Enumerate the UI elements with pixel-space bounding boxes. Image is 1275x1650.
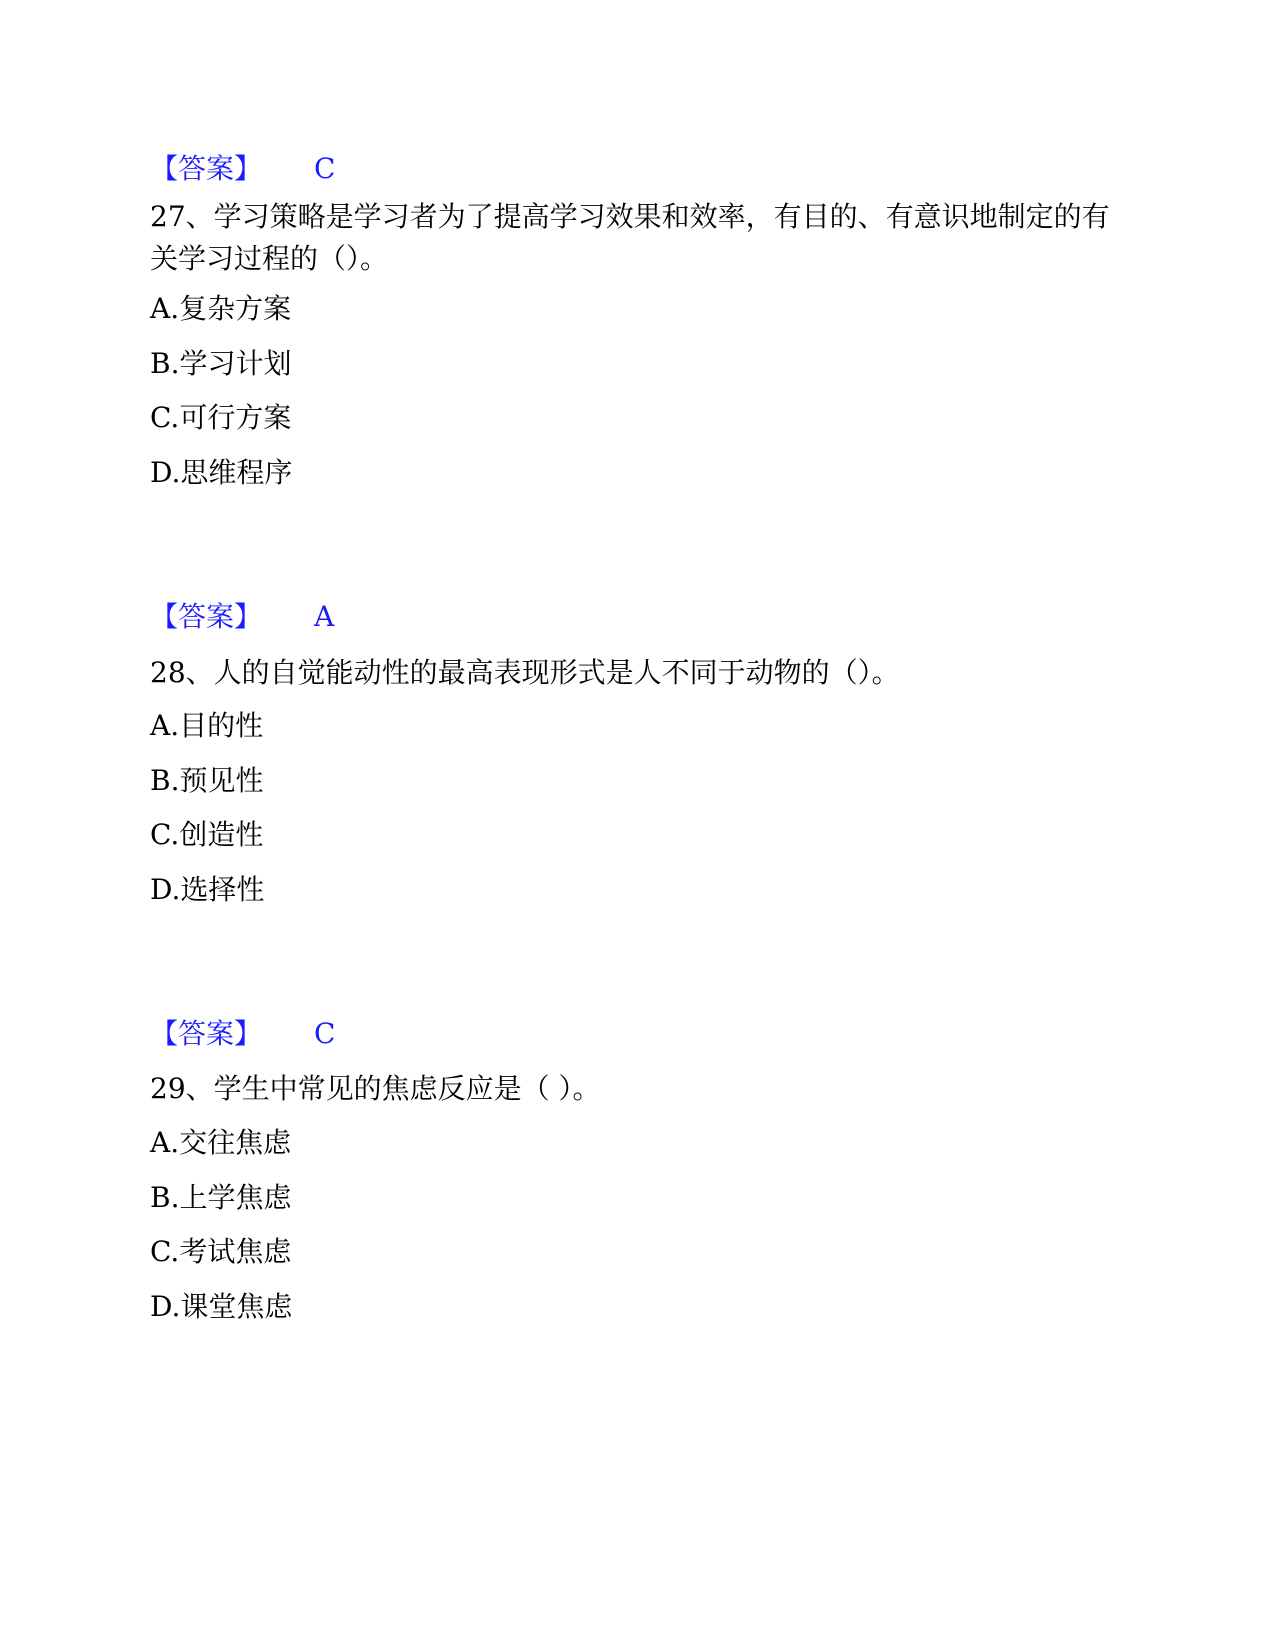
answer-value: A (314, 600, 335, 633)
option-28-d: D.选择性 (150, 873, 265, 906)
option-27-c: C.可行方案 (150, 401, 292, 434)
answer-line-27 (150, 600, 334, 634)
answer-label: 【答案】 (150, 152, 263, 185)
answer-value: C (314, 152, 336, 185)
option-27-a: A.复杂方案 (150, 292, 292, 325)
option-27-b: B.学习计划 (150, 347, 292, 380)
answer-label: 【答案】 (150, 1017, 263, 1050)
question-28: 28、人的自觉能动性的最高表现形式是人不同于动物的（）。 (150, 656, 900, 689)
question-27: 27、学习策略是学习者为了提高学习效果和效率，有目的、有意识地制定的有关学习过程的（）。 (150, 200, 1110, 275)
answer-value: C (314, 1017, 336, 1050)
option-29-d: D.课堂焦虑 (150, 1290, 293, 1323)
option-27-d: D.思维程序 (150, 456, 293, 489)
option-29-a: A.交往焦虑 (150, 1126, 292, 1159)
answer-label: 【答案】 (150, 600, 263, 633)
option-28-b: B.预见性 (150, 764, 264, 797)
option-28-a: A.目的性 (150, 709, 264, 742)
option-28-c: C.创造性 (150, 818, 264, 851)
option-29-b: B.上学焦虑 (150, 1181, 292, 1214)
question-29: 29、学生中常见的焦虑反应是（ ）。 (150, 1072, 601, 1105)
option-29-c: C.考试焦虑 (150, 1235, 292, 1268)
answer-line (150, 152, 335, 186)
answer-line-28 (150, 1017, 335, 1051)
